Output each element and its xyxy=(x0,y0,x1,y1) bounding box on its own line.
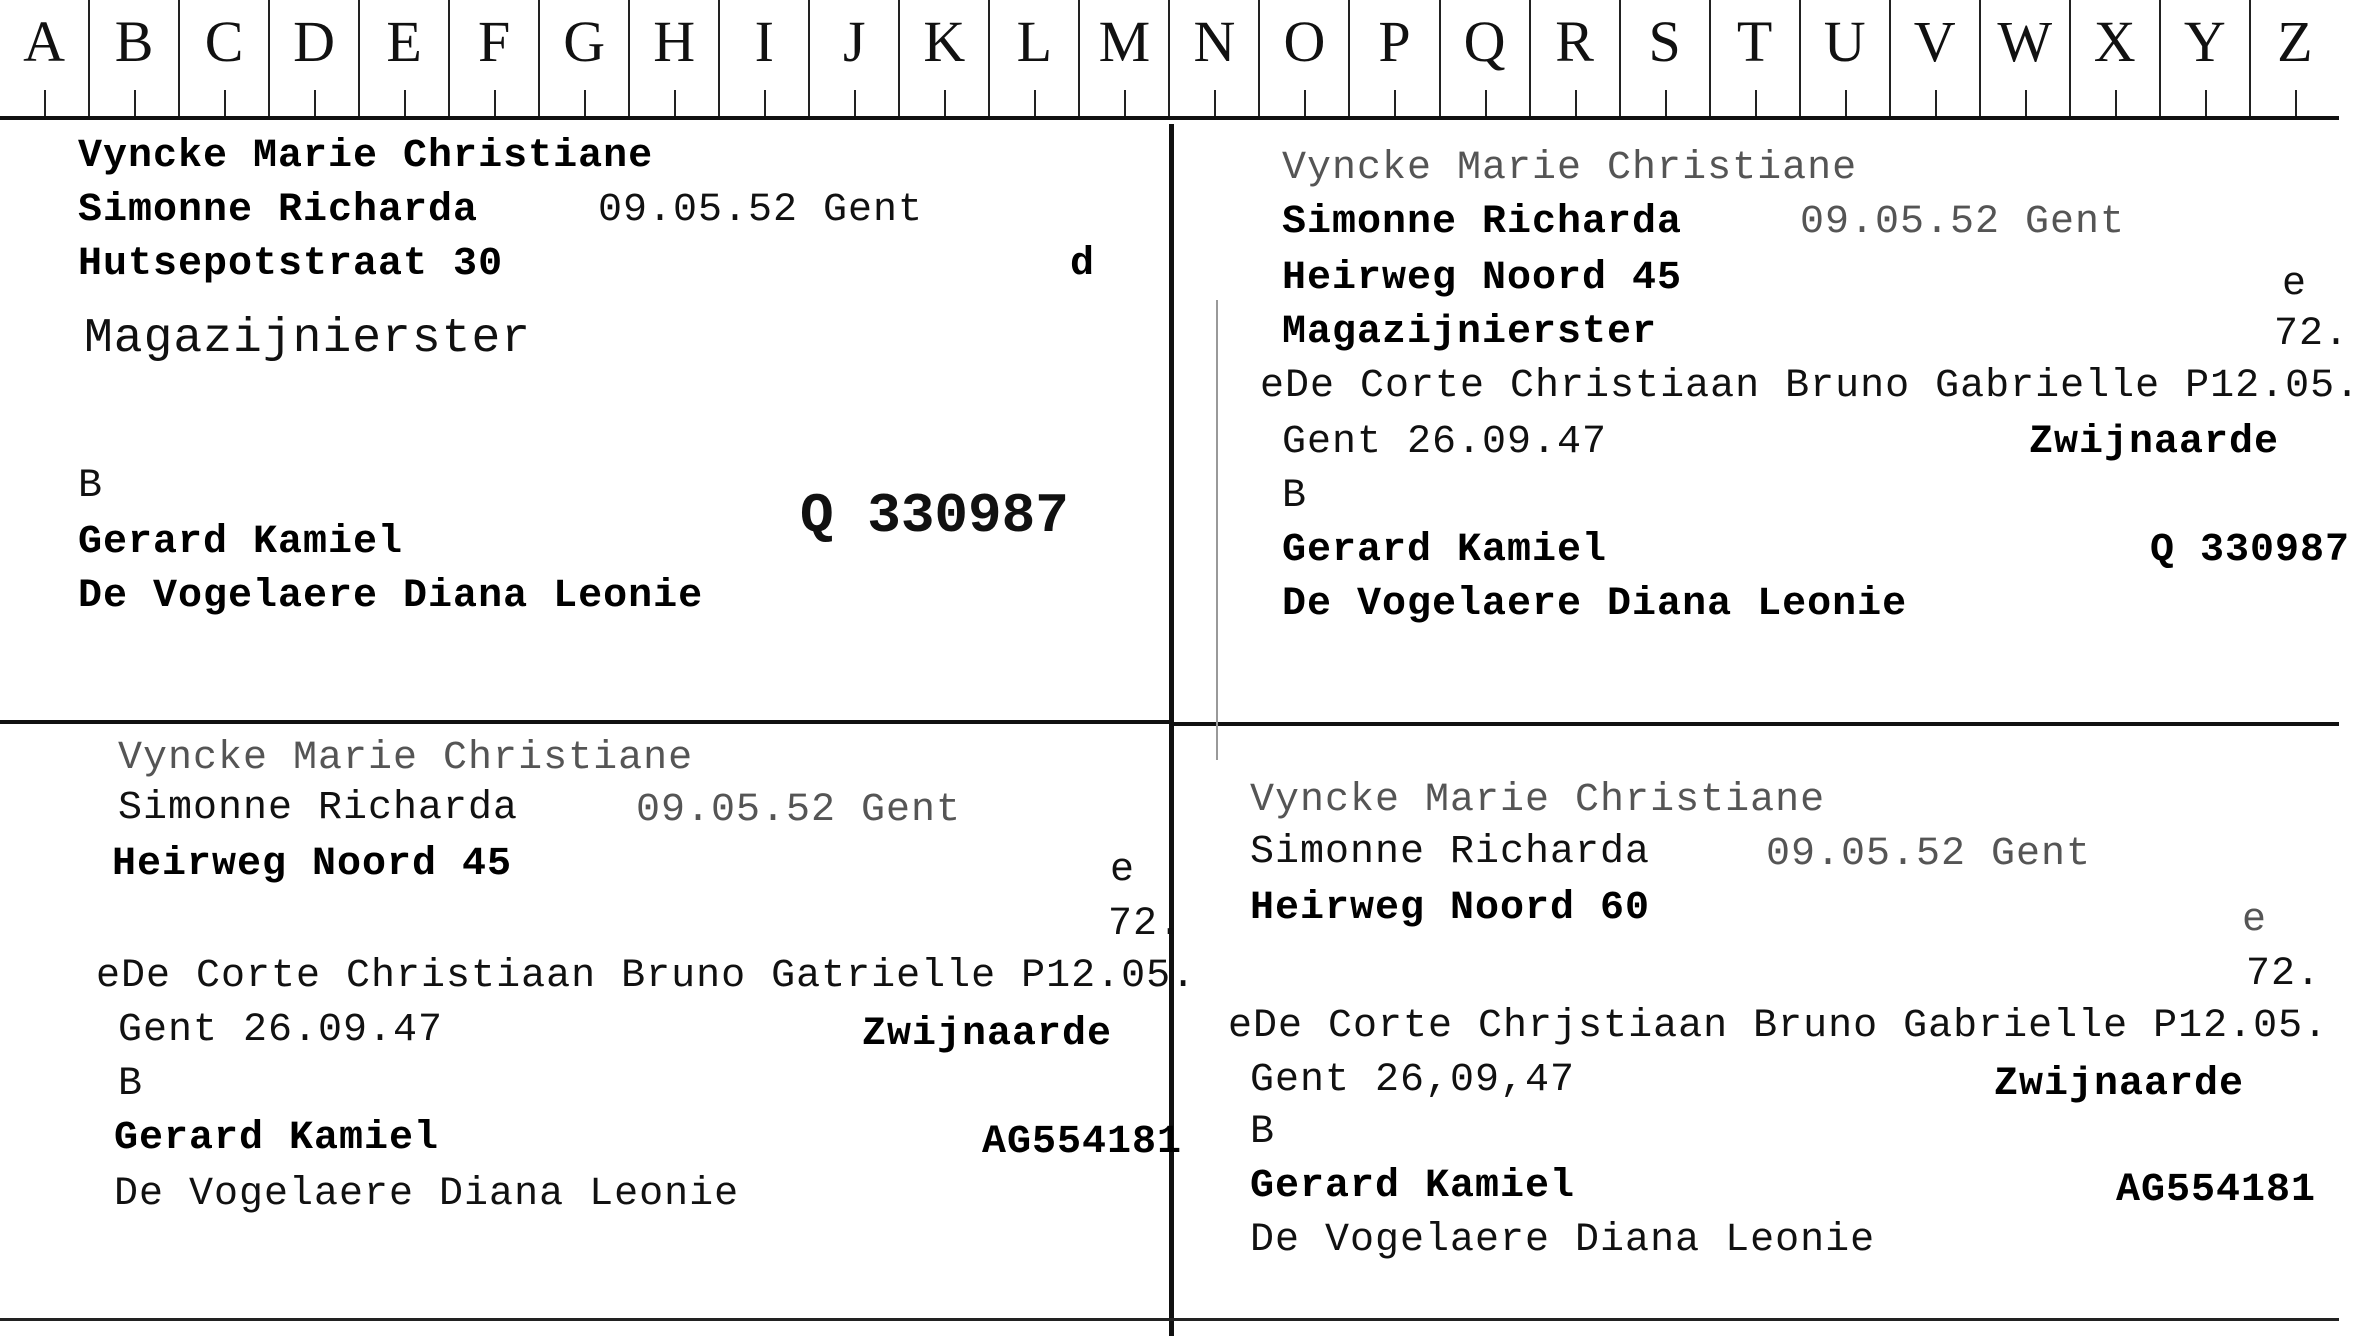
card-mother: De Vogelaere Diana Leonie xyxy=(114,1172,740,1217)
card-address: Heirweg Noord 60 xyxy=(1250,886,1651,931)
ruler-tick xyxy=(134,90,136,116)
ruler-tick xyxy=(1845,90,1847,116)
ruler-letter-c xyxy=(180,0,270,116)
ruler-letter-label: W xyxy=(1997,9,2053,74)
card-name-line1: Vyncke Marie Christiane xyxy=(1282,146,1858,191)
ruler-letter-label: I xyxy=(754,9,774,74)
ruler-letter-g xyxy=(540,0,630,116)
ruler-letter-y xyxy=(2161,0,2251,116)
ruler-letter-label: V xyxy=(1913,9,1956,74)
ruler-letter-d xyxy=(270,0,360,116)
ruler-tick xyxy=(1575,90,1577,116)
card-name-line1: Vyncke Marie Christiane xyxy=(78,134,654,179)
card-mother: De Vogelaere Diana Leonie xyxy=(78,574,704,619)
ruler-tick xyxy=(44,90,46,116)
ruler-letter-label: U xyxy=(1823,9,1866,74)
ruler-tick xyxy=(2205,90,2207,116)
ruler-letter-label: K xyxy=(923,9,966,74)
ruler-tick xyxy=(1034,90,1036,116)
card-year-mark: 72. xyxy=(2246,952,2322,997)
ruler-letter-label: F xyxy=(478,9,511,74)
card-address: Heirweg Noord 45 xyxy=(1282,256,1683,301)
card-status-mark: d xyxy=(1070,242,1096,287)
ruler-letter-label: H xyxy=(653,9,696,74)
card-birth: 09.05.52 Gent xyxy=(1766,832,2092,877)
ruler-letter-label: D xyxy=(293,9,336,74)
ruler-letter-label: B xyxy=(114,9,154,74)
ruler-letter-n xyxy=(1170,0,1260,116)
ruler-tick xyxy=(2295,90,2297,116)
card-father: Gerard Kamiel xyxy=(1250,1164,1576,1209)
card-status-mark: e xyxy=(1110,848,1136,893)
ruler-letter-label: R xyxy=(1555,9,1594,74)
ruler-letter-label: E xyxy=(386,9,422,74)
index-card-bottom-right xyxy=(1174,726,2339,1318)
ruler-letter-label: X xyxy=(2093,9,2136,74)
card-mother: De Vogelaere Diana Leonie xyxy=(1282,582,1908,627)
ruler-letter-u xyxy=(1801,0,1891,116)
ruler-letter-label: O xyxy=(1283,9,1326,74)
card-id-number: Q 330987 xyxy=(2150,528,2351,573)
ruler-letter-s xyxy=(1621,0,1711,116)
card-marker-b: B xyxy=(1282,474,1308,519)
ruler-letter-m xyxy=(1080,0,1170,116)
card-marker-b: B xyxy=(1250,1110,1276,1155)
card-father: Gerard Kamiel xyxy=(1282,528,1608,573)
ruler-letter-z xyxy=(2251,0,2339,116)
ruler-tick xyxy=(1935,90,1937,116)
card-name-line1: Vyncke Marie Christiane xyxy=(1250,778,1826,823)
card-name-line2: Simonne Richarda xyxy=(118,786,519,831)
card-birth: 09.05.52 Gent xyxy=(1800,200,2126,245)
ruler-letter-j xyxy=(810,0,900,116)
ruler-letter-label: G xyxy=(563,9,606,74)
ruler-tick xyxy=(1485,90,1487,116)
card-name-line2: Simonne Richarda xyxy=(1250,830,1651,875)
ruler-letter-a xyxy=(0,0,90,116)
card-name-line1: Vyncke Marie Christiane xyxy=(118,736,694,781)
ruler-letter-label: A xyxy=(23,9,65,74)
card-bottom-edge xyxy=(0,1318,2339,1321)
ruler-letter-k xyxy=(900,0,990,116)
ruler-tick xyxy=(674,90,676,116)
ruler-tick xyxy=(2115,90,2117,116)
ruler-tick xyxy=(854,90,856,116)
card-spouse: eDe Corte Christiaan Bruno Gabrielle P12.05. xyxy=(1260,364,2360,409)
index-card-top-left xyxy=(0,124,1169,720)
ruler-letter-l xyxy=(990,0,1080,116)
card-name-line2: Simonne Richarda xyxy=(1282,200,1683,245)
ruler-letter-o xyxy=(1260,0,1350,116)
ruler-letter-label: Y xyxy=(2183,9,2226,74)
card-father: Gerard Kamiel xyxy=(78,520,404,565)
card-mother: De Vogelaere Diana Leonie xyxy=(1250,1218,1876,1263)
ruler-tick xyxy=(314,90,316,116)
card-spouse-birth: Gent 26.09.47 xyxy=(118,1008,444,1053)
ruler-tick xyxy=(404,90,406,116)
ruler-tick xyxy=(494,90,496,116)
ruler-letter-v xyxy=(1891,0,1981,116)
ruler-letter-label: S xyxy=(1648,9,1681,74)
ruler-tick xyxy=(1124,90,1126,116)
card-profession: Magazijnierster xyxy=(84,312,532,366)
card-spouse: eDe Corte Christiaan Bruno Gatrielle P12.05. xyxy=(96,954,1197,999)
index-card-top-right xyxy=(1174,124,2360,722)
card-spouse-place: Zwijnaarde xyxy=(2029,420,2280,465)
card-name-line2: Simonne Richarda xyxy=(78,188,479,233)
ruler-tick xyxy=(1665,90,1667,116)
card-year-mark: 72. xyxy=(2274,312,2350,357)
card-spouse-birth: Gent 26,09,47 xyxy=(1250,1058,1576,1103)
ruler-letter-e xyxy=(360,0,450,116)
card-year-mark: 72. xyxy=(1108,902,1184,947)
ruler-letter-x xyxy=(2071,0,2161,116)
ruler-letter-label: C xyxy=(204,9,244,74)
card-spouse: eDe Corte Chrjstiaan Bruno Gabrielle P12.05. xyxy=(1228,1004,2329,1049)
ruler-tick xyxy=(1755,90,1757,116)
ruler-letter-f xyxy=(450,0,540,116)
ruler-tick xyxy=(764,90,766,116)
ruler-tick xyxy=(1214,90,1216,116)
ruler-tick xyxy=(584,90,586,116)
ruler-letter-label: N xyxy=(1193,9,1236,74)
ruler-tick xyxy=(224,90,226,116)
card-marker-b: B xyxy=(78,464,104,509)
card-id-number: Q 330987 xyxy=(800,484,1069,548)
ruler-letter-r xyxy=(1531,0,1621,116)
ruler-letter-p xyxy=(1350,0,1440,116)
card-spouse-place: Zwijnaarde xyxy=(1994,1062,2245,1107)
card-id-number: AG554181 xyxy=(982,1120,1183,1165)
ruler-tick xyxy=(1394,90,1396,116)
card-birth: 09.05.52 Gent xyxy=(598,188,924,233)
ruler-tick xyxy=(1304,90,1306,116)
ruler-letter-label: M xyxy=(1098,9,1151,74)
ruler-tick xyxy=(2025,90,2027,116)
card-spouse-birth: Gent 26.09.47 xyxy=(1282,420,1608,465)
card-birth: 09.05.52 Gent xyxy=(636,788,962,833)
ruler-letter-label: J xyxy=(843,9,866,74)
card-profession: Magazijnierster xyxy=(1282,310,1658,355)
ruler-letter-b xyxy=(90,0,180,116)
card-status-mark: e xyxy=(2282,262,2308,307)
card-father: Gerard Kamiel xyxy=(114,1116,440,1161)
card-address: Heirweg Noord 45 xyxy=(112,842,513,887)
ruler-letter-label: P xyxy=(1378,9,1411,74)
ruler-tick xyxy=(944,90,946,116)
card-status-mark: e xyxy=(2242,898,2268,943)
alphabet-index-ruler xyxy=(0,0,2339,120)
ruler-letter-i xyxy=(720,0,810,116)
ruler-letter-w xyxy=(1981,0,2071,116)
index-card-bottom-left xyxy=(0,724,1197,1318)
ruler-letter-label: Q xyxy=(1463,9,1506,74)
card-address: Hutsepotstraat 30 xyxy=(78,242,504,287)
card-spouse-place: Zwijnaarde xyxy=(862,1012,1113,1057)
ruler-letter-label: Z xyxy=(2277,9,2313,74)
ruler-letter-label: T xyxy=(1736,9,1773,74)
ruler-letter-label: L xyxy=(1016,9,1053,74)
card-id-number: AG554181 xyxy=(2116,1168,2317,1213)
ruler-letter-q xyxy=(1441,0,1531,116)
card-marker-b: B xyxy=(118,1062,144,1107)
ruler-letter-h xyxy=(630,0,720,116)
ruler-letter-t xyxy=(1711,0,1801,116)
